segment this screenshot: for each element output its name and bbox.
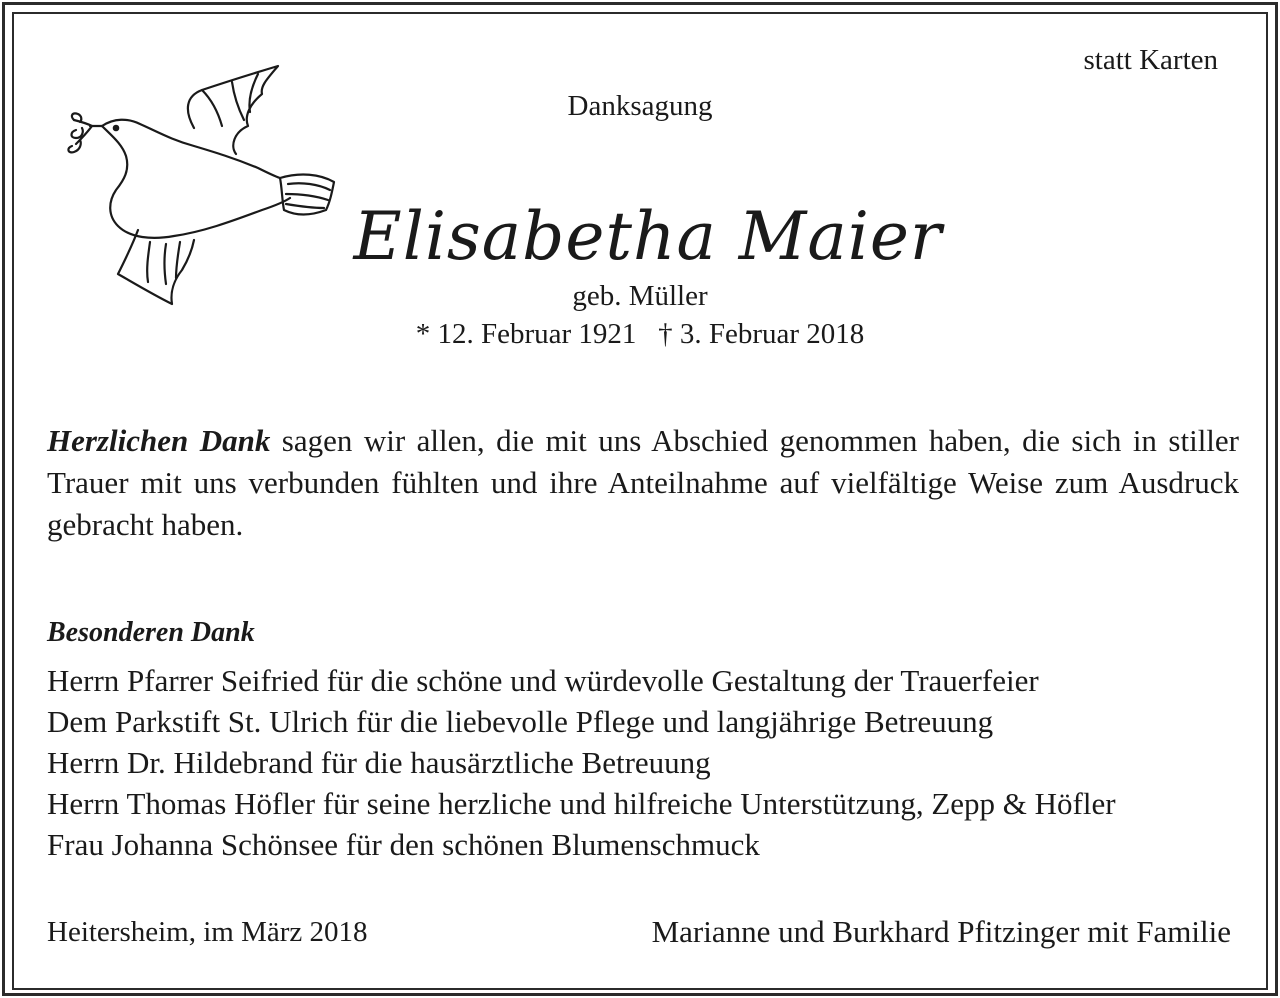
danksagung-heading: Danksagung xyxy=(567,90,713,122)
special-thanks-item: Herrn Thomas Höfler für seine herzliche und hilfreiche Unterstützung, Zepp & Höfler xyxy=(47,786,1116,821)
place-date: Heitersheim, im März 2018 xyxy=(47,916,368,948)
special-thanks-list xyxy=(47,660,1116,865)
special-thanks-title: Besonderen Dank xyxy=(47,617,255,648)
thanks-lead: Herzlichen Dank xyxy=(47,423,271,458)
thanks-text: sagen wir allen, die mit uns Abschied genommen haben, die sich in stiller Trauer mit uns verbunden fühlten und ihre Anteilnahme auf vielfältige Weise zum Ausdruck gebracht haben. xyxy=(47,423,1239,542)
thanks-paragraph xyxy=(47,420,1239,546)
statt-karten-note: statt Karten xyxy=(1083,44,1218,76)
special-thanks-item: Dem Parkstift St. Ulrich für die liebevolle Pflege und langjährige Betreuung xyxy=(47,704,994,739)
signature: Marianne und Burkhard Pfitzinger mit Familie xyxy=(651,914,1231,949)
deceased-name: Elisabetha Maier xyxy=(353,198,943,275)
special-thanks-item: Herrn Dr. Hildebrand für die hausärztliche Betreuung xyxy=(47,745,711,780)
birth-name: geb. Müller xyxy=(572,280,708,312)
life-dates: * 12. Februar 1921 † 3. Februar 2018 xyxy=(415,318,865,350)
special-thanks-item: Frau Johanna Schönsee für den schönen Blumenschmuck xyxy=(47,827,760,862)
special-thanks-item: Herrn Pfarrer Seifried für die schöne und würdevolle Gestaltung der Trauerfeier xyxy=(47,663,1039,698)
